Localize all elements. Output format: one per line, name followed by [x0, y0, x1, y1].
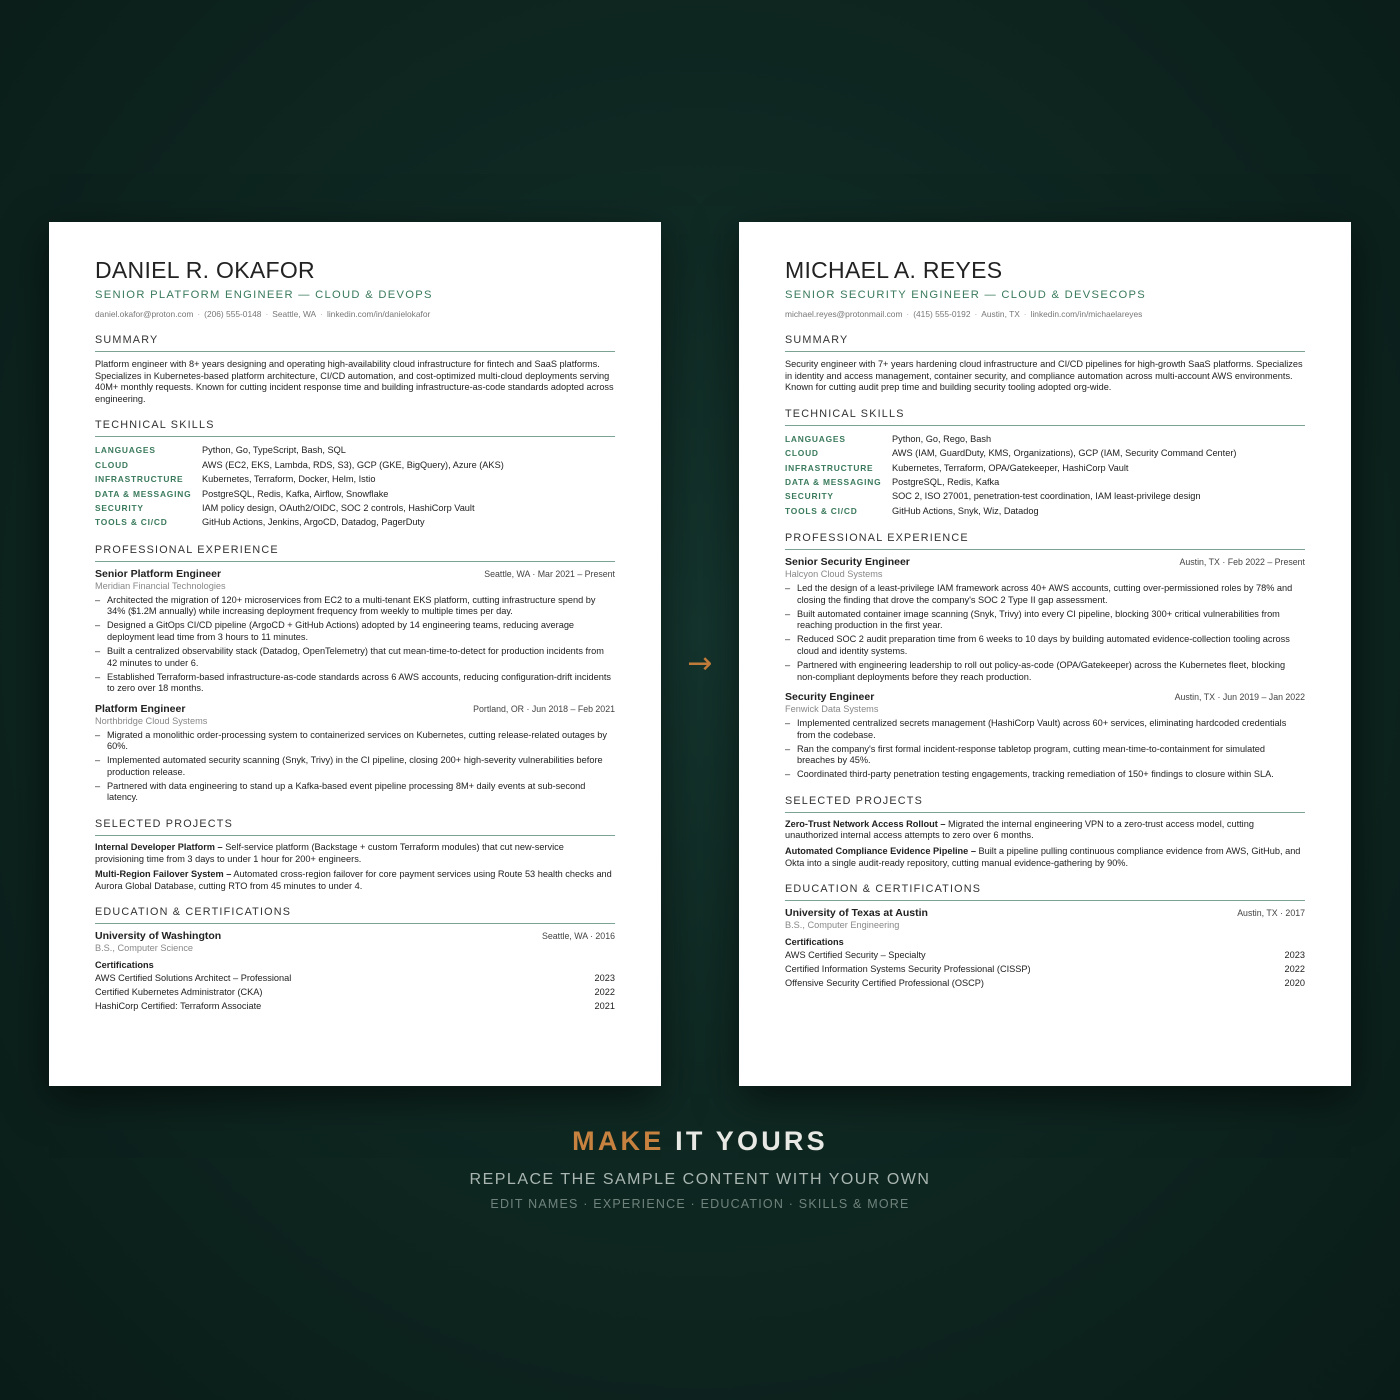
certification-year: 2022 — [1284, 964, 1305, 975]
skill-row — [785, 504, 1305, 518]
contact-item: linkedin.com/in/danielokafor — [326, 309, 431, 319]
skill-values: AWS (EC2, EKS, Lambda, RDS, S3), GCP (GKE, BigQuery), Azure (AKS) — [202, 459, 504, 470]
job-bullet: – Built a centralized observability stack (Datadog, OpenTelemetry) that cut mean-time-to-detect for production incidents from 42 minutes to under 6. — [95, 646, 615, 669]
school-location-year: Seattle, WA · 2016 — [541, 931, 615, 942]
project-entry — [785, 819, 1305, 842]
skill-category: INFRASTRUCTURE — [785, 462, 874, 473]
certification-name: HashiCorp Certified: Terraform Associate — [95, 1001, 262, 1012]
certification-name: Certified Kubernetes Administrator (CKA) — [95, 987, 263, 998]
resume-headline: SENIOR SECURITY ENGINEER — CLOUD & DEVSECOPS — [785, 289, 1146, 301]
certifications-label: Certifications — [785, 937, 844, 948]
contact-item: linkedin.com/in/michaelareyes — [1030, 309, 1143, 319]
job-bullet: – Built automated container image scanning (Snyk, Trivy) into every CI pipeline, blocking 300+ critical vulnerabilities from reaching production in the first year. — [785, 609, 1305, 632]
contact-separator: · — [197, 309, 201, 319]
job-bullet: – Architected the migration of 120+ microservices from EC2 to a multi-tenant EKS platform, cutting infrastructure spend by 34% ($1.2M annually) while increasing deployment frequency from weekly to multiple times per day. — [95, 595, 615, 618]
job-bullet: – Established Terraform-based infrastructure-as-code standards across 6 AWS accounts, reducing configuration-drift incidents to zero over 18 months. — [95, 672, 615, 695]
resume-page-right — [739, 222, 1351, 1086]
skills-list — [785, 432, 1305, 518]
certification-year: 2023 — [594, 973, 615, 984]
contact-separator: · — [265, 309, 269, 319]
company-name: Meridian Financial Technologies — [95, 580, 226, 591]
job-title: Senior Platform Engineer — [95, 567, 222, 580]
skill-values: Kubernetes, Terraform, Docker, Helm, Istio — [202, 474, 376, 485]
project-entry — [95, 869, 615, 892]
skill-row — [95, 443, 615, 457]
skill-category: DATA & MESSAGING — [785, 477, 882, 487]
resume-headline: SENIOR PLATFORM ENGINEER — CLOUD & DEVOPS — [95, 289, 433, 301]
job-bullets — [785, 583, 1305, 683]
skill-row — [785, 461, 1305, 475]
skill-row — [785, 489, 1305, 503]
skill-row — [95, 458, 615, 472]
section-title-education: EDUCATION & CERTIFICATIONS — [95, 906, 615, 924]
project-description: Automated cross-region failover for core payment services using Route 53 health checks and Aurora Global Database, cutting RTO from 45 minutes to under 4. — [95, 869, 612, 891]
skill-values: GitHub Actions, Jenkins, ArgoCD, Datadog, PagerDuty — [202, 517, 425, 528]
contact-line — [785, 308, 1305, 320]
arrow-right-icon: → — [687, 646, 713, 681]
certification-row — [785, 962, 1305, 976]
skill-category: SECURITY — [95, 503, 144, 513]
job-header — [95, 703, 615, 716]
section-title-summary: SUMMARY — [95, 334, 615, 352]
skill-category: TOOLS & CI/CD — [785, 505, 858, 516]
certification-name: AWS Certified Security – Specialty — [785, 950, 926, 961]
tagline-features: EDIT NAMES · EXPERIENCE · EDUCATION · SKILLS & MORE — [490, 1197, 910, 1211]
project-description: Migrated the internal engineering VPN to a zero-trust access model, cutting unauthorized internal access attempts to zero over 6 months. — [785, 818, 1254, 841]
certification-row — [785, 976, 1305, 990]
school-name: University of Washington — [95, 930, 222, 943]
tagline-accent: MAKE — [572, 1126, 665, 1156]
section-title-education: EDUCATION & CERTIFICATIONS — [785, 883, 1305, 901]
skill-row — [785, 446, 1305, 460]
skill-category: SECURITY — [785, 491, 834, 502]
section-title-skills: TECHNICAL SKILLS — [95, 419, 615, 437]
summary-text: Security engineer with 7+ years hardening cloud infrastructure and CI/CD pipelines for high-growth SaaS platforms. Specializes in identity and access management, container security, and compliance automation across multi-account AWS environments. Known for cutting audit prep time and building security tooling adopted org-wide. — [785, 359, 1303, 393]
skill-row — [95, 487, 615, 501]
project-entry — [95, 842, 615, 865]
skill-category: DATA & MESSAGING — [95, 488, 192, 499]
resume-page-left — [49, 222, 661, 1086]
contact-line — [95, 308, 615, 320]
job-bullet: – Implemented automated security scanning (Snyk, Trivy) in the CI pipeline, closing 200+ high-severity vulnerabilities before production release. — [95, 755, 615, 778]
certification-row — [95, 985, 615, 999]
job-bullet: – Migrated a monolithic order-processing system to containerized services on Kubernetes, cutting release-related outages by 60%. — [95, 730, 615, 753]
section-title-skills: TECHNICAL SKILLS — [785, 408, 1305, 426]
section-title-summary: SUMMARY — [785, 334, 1305, 352]
skill-category: INFRASTRUCTURE — [95, 474, 184, 485]
job-entry — [95, 703, 615, 804]
project-name: Zero-Trust Network Access Rollout – — [785, 818, 946, 829]
skill-category: CLOUD — [785, 448, 819, 459]
contact-item: (206) 555-0148 — [204, 309, 262, 319]
project-description: Self-service platform (Backstage + custom Terraform modules) that cut new-service provisioning time from 3 days to under 1 hour for 200+ engineers. — [95, 842, 564, 864]
contact-separator: · — [906, 309, 910, 319]
project-entry — [785, 846, 1305, 869]
job-bullet: – Reduced SOC 2 audit preparation time from 6 weeks to 10 days by building automated evidence-collection tooling across cloud and identity systems. — [785, 634, 1305, 657]
certification-year: 2020 — [1284, 978, 1305, 989]
summary-text: Platform engineer with 8+ years designing and operating high-availability cloud infrastructure for fintech and SaaS platforms. Specializes in Kubernetes-based platform architecture, CI/CD automation, and cost-optimized multi-cloud deployments serving 40M+ monthly requests. Known for cutting incident response time and building infrastructure-as-code standards adopted across engineering. — [95, 359, 614, 404]
job-entry — [785, 691, 1305, 781]
contact-separator: · — [320, 309, 323, 319]
job-bullets — [785, 718, 1305, 781]
section-title-experience: PROFESSIONAL EXPERIENCE — [95, 544, 615, 562]
company-name: Northbridge Cloud Systems — [95, 715, 208, 726]
contact-separator: · — [974, 309, 978, 319]
job-bullet: – Led the design of a least-privilege IAM framework across 40+ AWS accounts, cutting over-permissioned roles by 78% and closing the finding that drove the company's SOC 2 Type II gap assessment. — [785, 583, 1305, 606]
job-title: Platform Engineer — [95, 702, 186, 715]
job-header — [785, 556, 1305, 569]
skill-row — [785, 475, 1305, 489]
section-title-projects: SELECTED PROJECTS — [95, 818, 615, 836]
certification-year: 2021 — [594, 1001, 615, 1012]
section-title-projects: SELECTED PROJECTS — [785, 795, 1305, 813]
skill-values: Kubernetes, Terraform, OPA/Gatekeeper, HashiCorp Vault — [892, 462, 1129, 473]
skill-category: TOOLS & CI/CD — [95, 517, 168, 528]
skill-values: GitHub Actions, Snyk, Wiz, Datadog — [892, 505, 1039, 516]
job-bullet: – Coordinated third-party penetration testing engagements, tracking remediation of 150+ findings to closure within SLA. — [785, 769, 1305, 781]
contact-item: michael.reyes@protonmail.com — [785, 309, 903, 319]
skill-category: CLOUD — [95, 459, 129, 470]
school-location-year: Austin, TX · 2017 — [1237, 908, 1305, 919]
job-location-dates: Austin, TX · Feb 2022 – Present — [1179, 557, 1305, 568]
skills-list — [95, 443, 615, 529]
contact-item: Austin, TX — [981, 309, 1020, 319]
skill-values: Python, Go, TypeScript, Bash, SQL — [202, 445, 346, 456]
job-location-dates: Seattle, WA · Mar 2021 – Present — [484, 568, 615, 579]
skill-values: IAM policy design, OAuth2/OIDC, SOC 2 controls, HashiCorp Vault — [202, 503, 475, 513]
tagline-rest: IT YOURS — [664, 1126, 828, 1156]
job-bullet: – Partnered with engineering leadership to roll out policy-as-code (OPA/Gatekeeper) across the Kubernetes fleet, blocking non-compliant deployments before they reach production. — [785, 660, 1305, 683]
certifications-label: Certifications — [95, 960, 154, 971]
school-name: University of Texas at Austin — [785, 907, 928, 920]
skill-row — [95, 472, 615, 486]
contact-separator: · — [1023, 309, 1027, 319]
job-location-dates: Portland, OR · Jun 2018 – Feb 2021 — [473, 703, 615, 714]
certification-name: Certified Information Systems Security Professional (CISSP) — [785, 964, 1031, 975]
education-header — [785, 907, 1305, 920]
skill-values: SOC 2, ISO 27001, penetration-test coordination, IAM least-privilege design — [892, 491, 1201, 502]
job-bullets — [95, 730, 615, 804]
job-header — [785, 691, 1305, 704]
contact-item: Seattle, WA — [272, 309, 317, 319]
job-location-dates: Austin, TX · Jun 2019 – Jan 2022 — [1174, 692, 1305, 703]
certification-name: Offensive Security Certified Professional (OSCP) — [785, 978, 984, 989]
tagline-heading — [0, 1124, 1400, 1158]
skill-category: LANGUAGES — [95, 445, 156, 456]
project-name: Automated Compliance Evidence Pipeline – — [785, 846, 976, 857]
degree: B.S., Computer Science — [95, 943, 194, 954]
company-name: Halcyon Cloud Systems — [785, 569, 883, 580]
certification-row — [95, 971, 615, 985]
project-description: Built a pipeline pulling continuous compliance evidence from AWS, GitHub, and Okta into a single audit-ready repository, cutting manual evidence-gathering by 90%. — [785, 846, 1301, 868]
job-bullet: – Ran the company's first formal incident-response tabletop program, cutting mean-time-to-containment for simulated breaches by 45%. — [785, 744, 1305, 767]
job-entry — [785, 556, 1305, 683]
job-title: Senior Security Engineer — [785, 556, 910, 569]
resume-name: MICHAEL A. REYES — [785, 257, 1003, 283]
certification-row — [785, 948, 1305, 962]
skill-values: PostgreSQL, Redis, Kafka — [892, 477, 1000, 487]
resume-name: DANIEL R. OKAFOR — [95, 257, 315, 283]
job-bullets — [95, 595, 615, 695]
certification-year: 2023 — [1284, 950, 1305, 961]
job-bullet: – Partnered with data engineering to stand up a Kafka-based event pipeline processing 8M+ daily events at sub-second latency. — [95, 781, 615, 804]
tagline-subtitle: REPLACE THE SAMPLE CONTENT WITH YOUR OWN — [469, 1171, 931, 1188]
certification-name: AWS Certified Solutions Architect – Professional — [95, 973, 292, 984]
project-name: Internal Developer Platform – — [95, 842, 223, 853]
certification-year: 2022 — [594, 987, 615, 998]
skill-values: AWS (IAM, GuardDuty, KMS, Organizations), GCP (IAM, Security Command Center) — [892, 448, 1237, 459]
education-header — [95, 930, 615, 943]
education-entry — [95, 930, 615, 1013]
job-bullet: – Designed a GitOps CI/CD pipeline (ArgoCD + GitHub Actions) adopted by 14 engineering teams, reducing average deployment lead time from 3 hours to 11 minutes. — [95, 620, 615, 643]
job-title: Security Engineer — [785, 691, 875, 704]
project-name: Multi-Region Failover System – — [95, 869, 232, 880]
skill-values: Python, Go, Rego, Bash — [892, 433, 992, 444]
contact-item: (415) 555-0192 — [913, 309, 971, 319]
education-entry — [785, 907, 1305, 990]
certification-row — [95, 999, 615, 1013]
skill-category: LANGUAGES — [785, 433, 846, 444]
job-bullet: – Implemented centralized secrets management (HashiCorp Vault) across 60+ services, eliminating hardcoded credentials from the codebase. — [785, 718, 1305, 741]
contact-item: daniel.okafor@proton.com — [95, 309, 194, 319]
degree: B.S., Computer Engineering — [785, 920, 900, 931]
skill-row — [95, 515, 615, 529]
skill-row — [95, 501, 615, 515]
job-entry — [95, 568, 615, 695]
job-header — [95, 568, 615, 581]
company-name: Fenwick Data Systems — [785, 704, 879, 715]
section-title-experience: PROFESSIONAL EXPERIENCE — [785, 532, 1305, 550]
skill-values: PostgreSQL, Redis, Kafka, Airflow, Snowflake — [202, 488, 389, 499]
skill-row — [785, 432, 1305, 446]
